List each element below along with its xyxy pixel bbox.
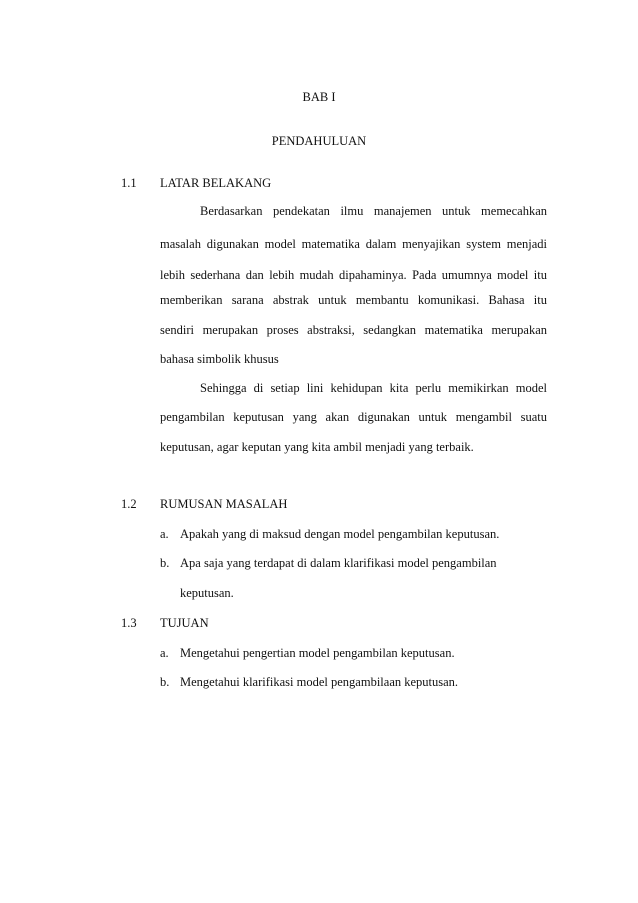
list-item-marker: b.: [160, 675, 170, 689]
paragraph-line: keputusan, agar keputan yang kita ambil menjadi yang terbaik.: [160, 440, 474, 454]
section-title: RUMUSAN MASALAH: [160, 497, 288, 511]
list-item: Apa saja yang terdapat di dalam klarifikasi model pengambilan: [180, 556, 497, 570]
paragraph-line: masalah digunakan model matematika dalam menyajikan system menjadi: [160, 237, 547, 251]
paragraph-line: lebih sederhana dan lebih mudah dipahaminya. Pada umumnya model itu: [160, 268, 547, 282]
paragraph-line: memberikan sarana abstrak untuk membantu komunikasi. Bahasa itu: [160, 293, 547, 307]
list-item-marker: a.: [160, 527, 169, 541]
paragraph-line: pengambilan keputusan yang akan digunakan untuk mengambil suatu: [160, 410, 547, 424]
section-number: 1.2: [121, 497, 137, 511]
section-title: LATAR BELAKANG: [160, 176, 272, 190]
list-item-continuation: keputusan.: [180, 586, 234, 600]
list-item: Apakah yang di maksud dengan model pengambilan keputusan.: [180, 527, 500, 541]
paragraph-line: Sehingga di setiap lini kehidupan kita perlu memikirkan model: [200, 381, 547, 395]
paragraph-line: Berdasarkan pendekatan ilmu manajemen untuk memecahkan: [200, 204, 547, 218]
section-number: 1.3: [121, 616, 137, 630]
list-item: Mengetahui klarifikasi model pengambilaan keputusan.: [180, 675, 459, 689]
paragraph-line: bahasa simbolik khusus: [160, 352, 279, 366]
list-item-marker: b.: [160, 556, 170, 570]
list-item-marker: a.: [160, 646, 169, 660]
paragraph-line: sendiri merupakan proses abstraksi, sedangkan matematika merupakan: [160, 323, 547, 337]
list-item: Mengetahui pengertian model pengambilan keputusan.: [180, 646, 455, 660]
chapter-heading: BAB I: [302, 90, 336, 104]
chapter-title: PENDAHULUAN: [271, 134, 367, 148]
section-title: TUJUAN: [160, 616, 209, 630]
section-number: 1.1: [121, 176, 137, 190]
